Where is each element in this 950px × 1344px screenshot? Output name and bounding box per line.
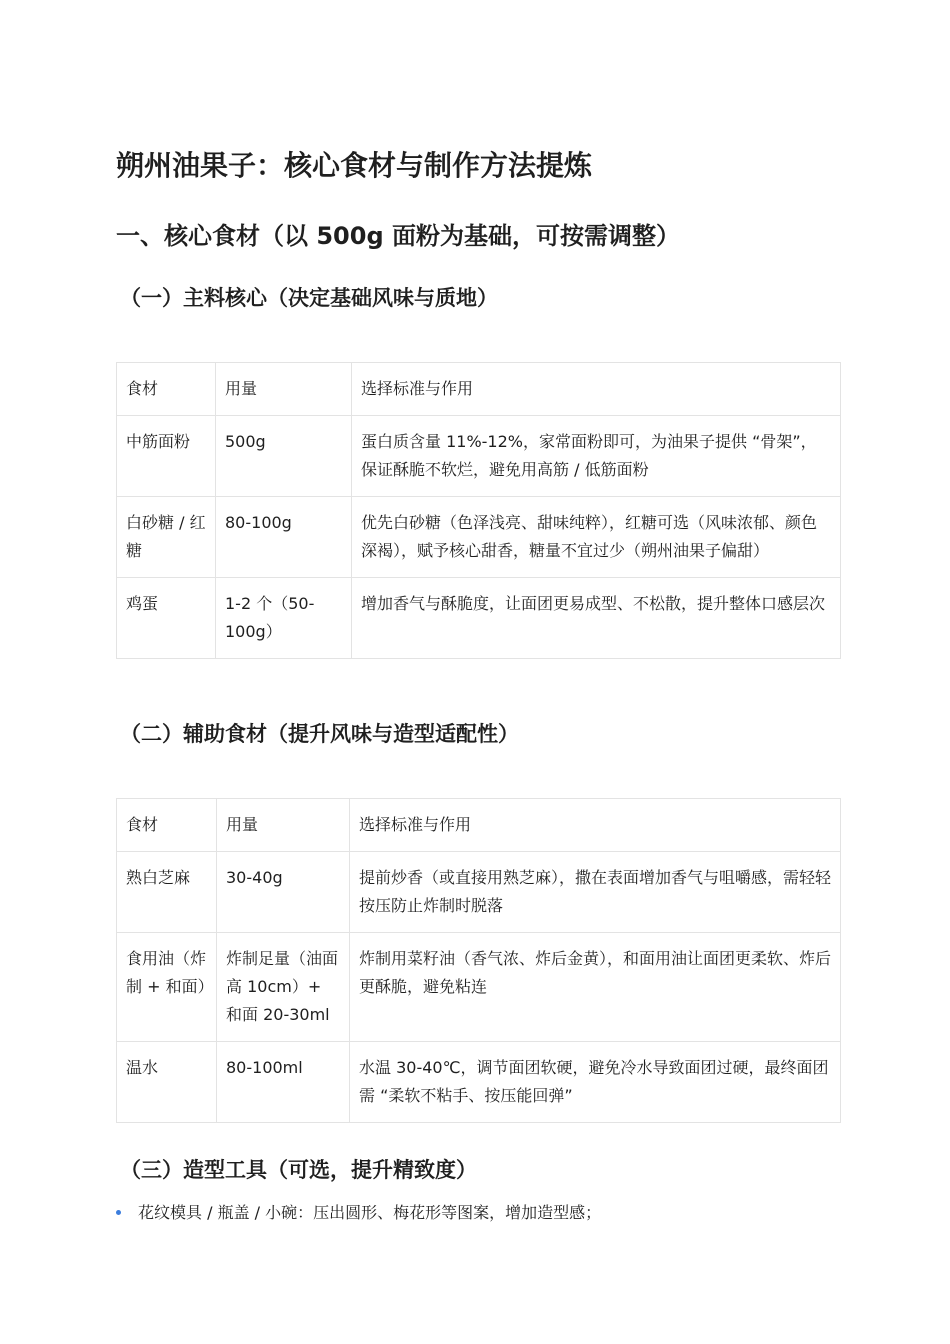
table-cell: 1-2 个（50-100g） — [216, 578, 352, 659]
table-cell: 白砂糖 / 红糖 — [117, 497, 216, 578]
table-header-row — [117, 363, 841, 416]
table-cell: 80-100ml — [217, 1042, 350, 1123]
table-cell: 优先白砂糖（色泽浅亮、甜味纯粹），红糖可选（风味浓郁、颜色深褐），赋予核心甜香，糖量不宜过少（朔州油果子偏甜） — [352, 497, 841, 578]
table-row — [117, 578, 841, 659]
table-header-cell: 用量 — [216, 363, 352, 416]
table-header-cell: 选择标准与作用 — [350, 799, 841, 852]
table-cell: 蛋白质含量 11%-12%，家常面粉即可，为油果子提供 “骨架”，保证酥脆不软烂，避免用高筋 / 低筋面粉 — [352, 416, 841, 497]
table-cell: 80-100g — [216, 497, 352, 578]
table-row — [117, 852, 841, 933]
table-row — [117, 416, 841, 497]
section-heading-ingredients: 一、核心食材（以 500g 面粉为基础，可按需调整） — [116, 222, 680, 250]
table-row — [117, 933, 841, 1042]
table-cell: 炸制足量（油面高 10cm）+ 和面 20-30ml — [217, 933, 350, 1042]
table-cell: 500g — [216, 416, 352, 497]
subsection-heading-aux: （二）辅助食材（提升风味与造型适配性） — [120, 722, 519, 746]
table-header-cell: 食材 — [117, 363, 216, 416]
table-cell: 中筋面粉 — [117, 416, 216, 497]
subsection-heading-main: （一）主料核心（决定基础风味与质地） — [120, 286, 498, 310]
table-row — [117, 497, 841, 578]
bullet-icon — [116, 1210, 121, 1215]
table-header-row — [117, 799, 841, 852]
table-cell: 熟白芝麻 — [117, 852, 217, 933]
table-cell: 水温 30-40℃，调节面团软硬，避免冷水导致面团过硬，最终面团需 “柔软不粘手、按压能回弹” — [350, 1042, 841, 1123]
table-cell: 温水 — [117, 1042, 217, 1123]
subsection-heading-tools: （三）造型工具（可选，提升精致度） — [120, 1158, 477, 1182]
table-header-cell: 食材 — [117, 799, 217, 852]
table-cell: 增加香气与酥脆度，让面团更易成型、不松散，提升整体口感层次 — [352, 578, 841, 659]
table-header-cell: 选择标准与作用 — [352, 363, 841, 416]
table-cell: 炸制用菜籽油（香气浓、炸后金黄），和面用油让面团更柔软、炸后更酥脆，避免粘连 — [350, 933, 841, 1042]
table-cell: 鸡蛋 — [117, 578, 216, 659]
table-cell: 30-40g — [217, 852, 350, 933]
table-cell: 提前炒香（或直接用熟芝麻），撒在表面增加香气与咀嚼感，需轻轻按压防止炸制时脱落 — [350, 852, 841, 933]
table-row — [117, 1042, 841, 1123]
table-header-cell: 用量 — [217, 799, 350, 852]
aux-ingredients-table — [116, 798, 841, 1123]
document-title: 朔州油果子：核心食材与制作方法提炼 — [116, 149, 593, 182]
main-ingredients-table — [116, 362, 841, 659]
table-cell: 食用油（炸制 + 和面） — [117, 933, 217, 1042]
list-item-text: 花纹模具 / 瓶盖 / 小碗：压出圆形、梅花形等图案，增加造型感； — [138, 1203, 602, 1222]
